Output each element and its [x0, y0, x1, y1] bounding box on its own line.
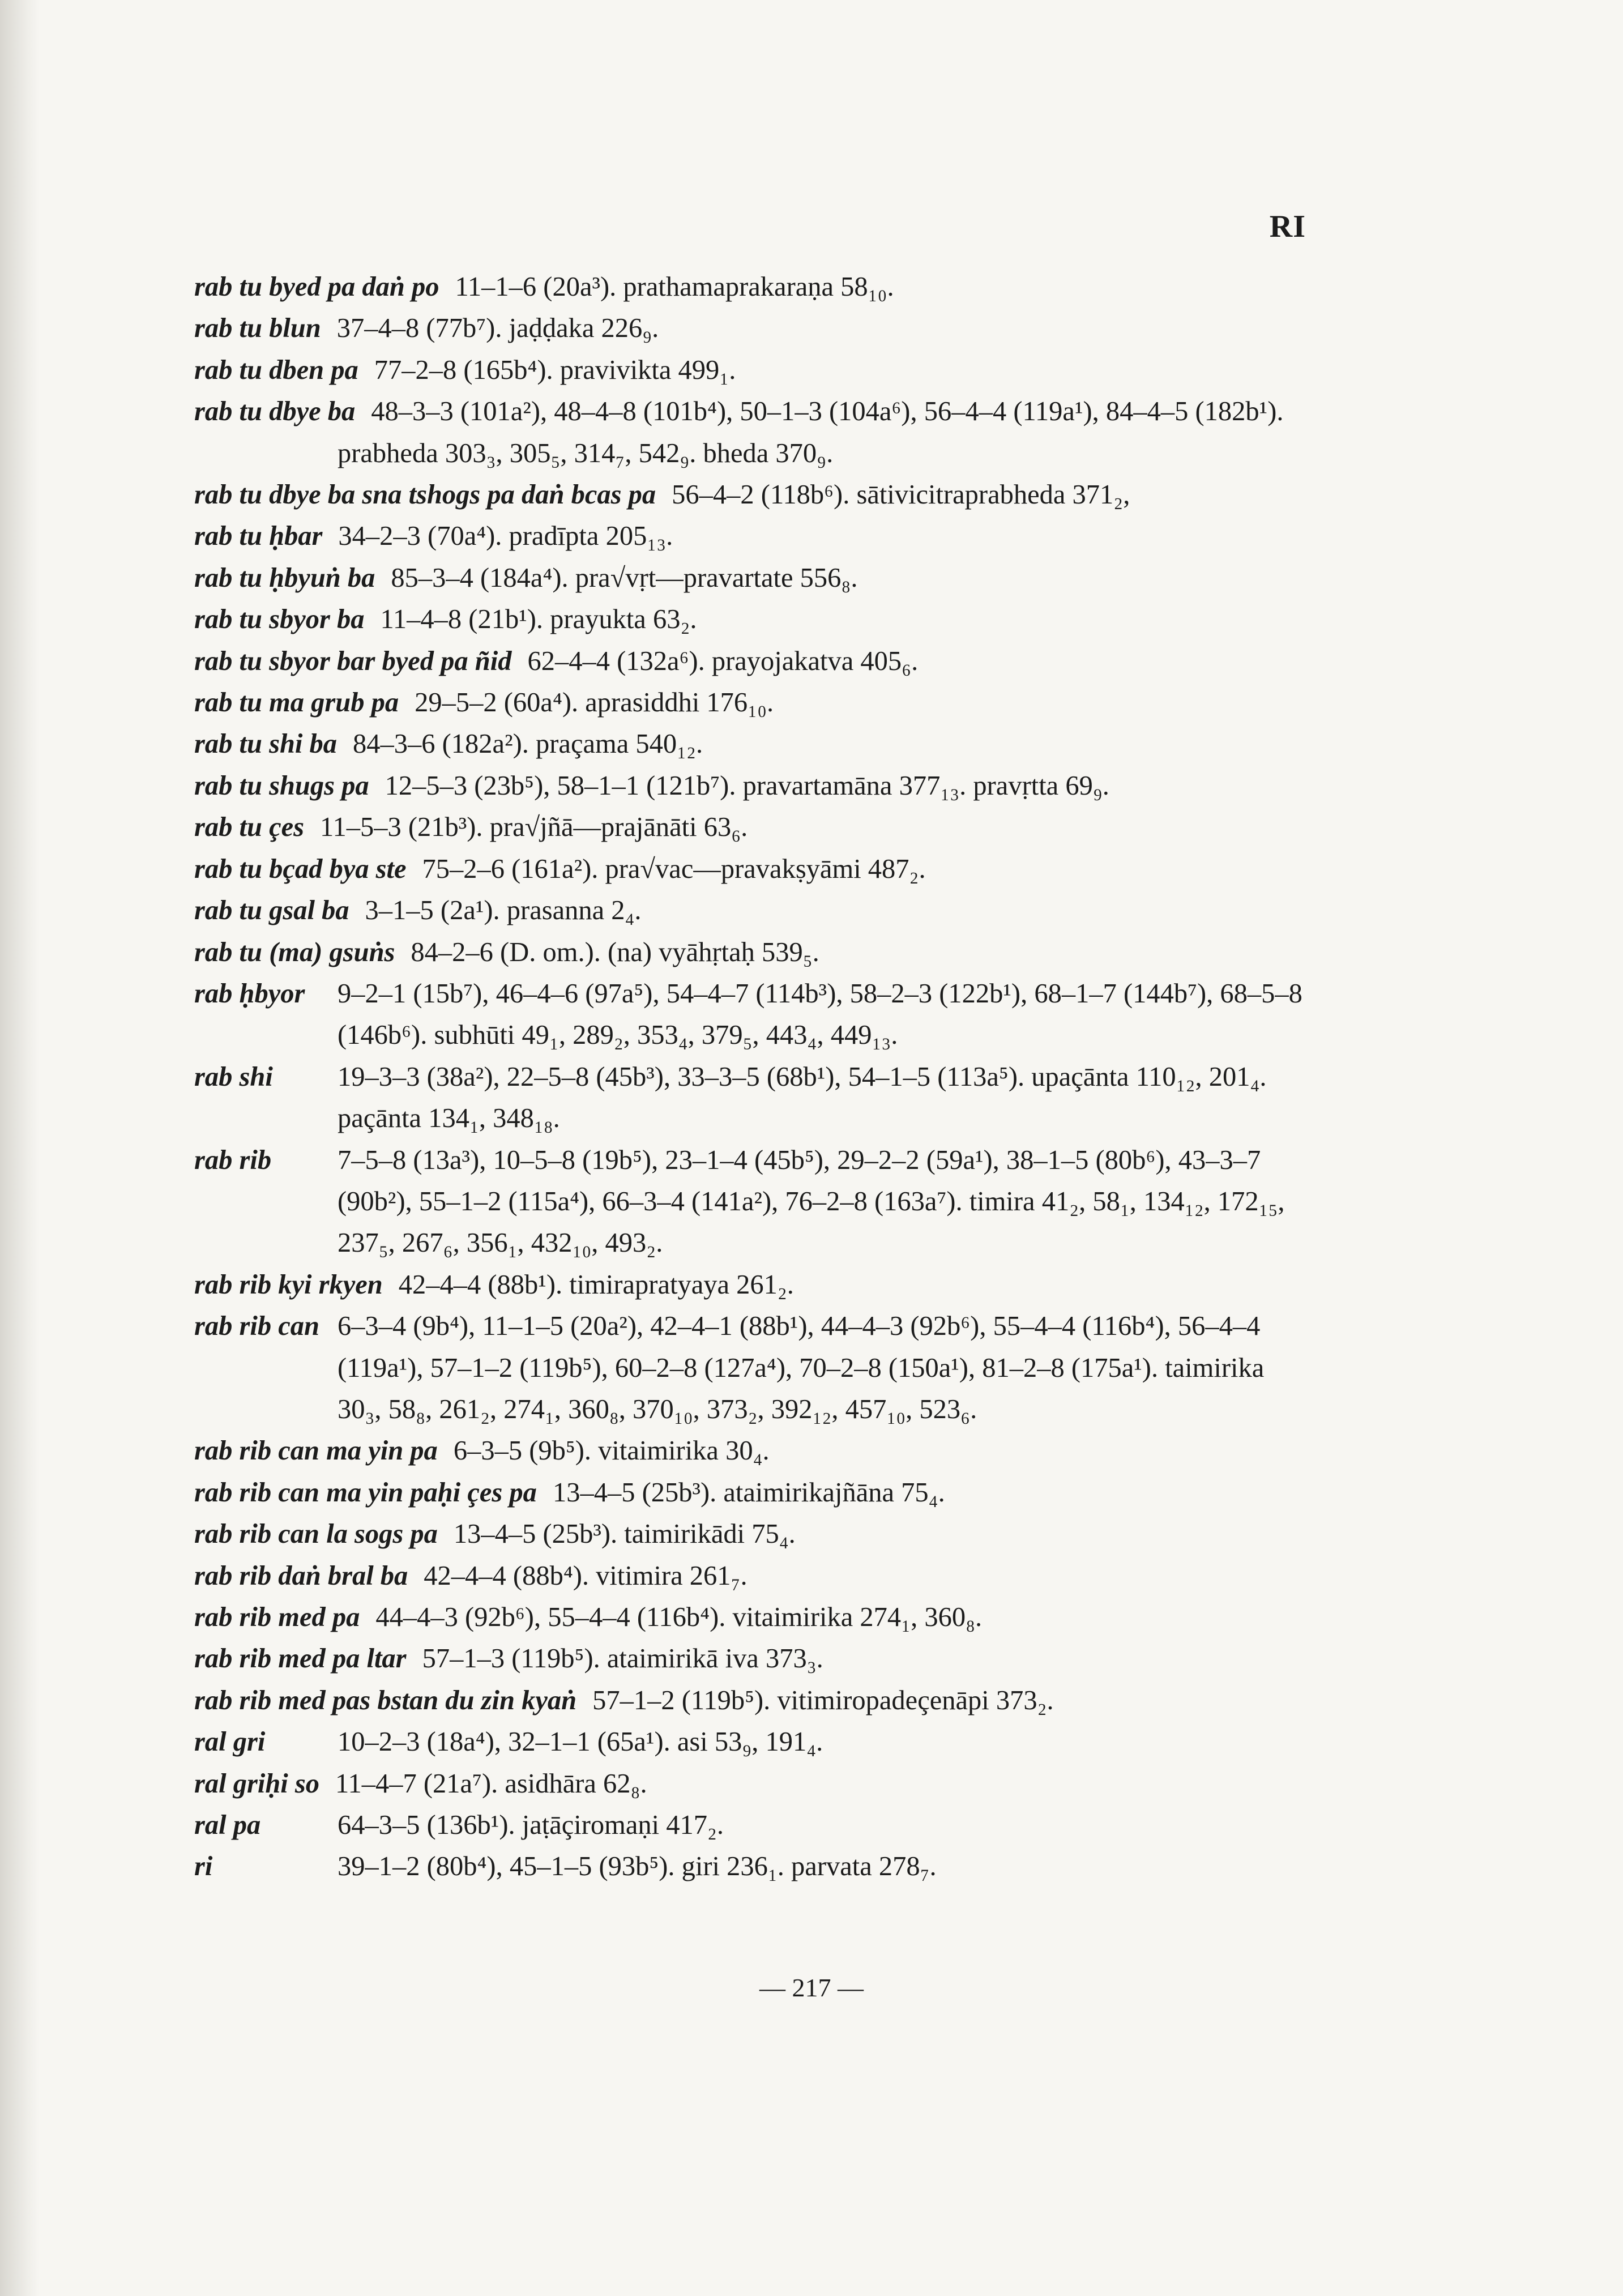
scan-binding-shadow — [0, 0, 40, 2296]
entry-references: 42–4–4 (88b¹). timirapratyaya 261₂. — [398, 1269, 794, 1300]
entry-headword: rab tu dbye ba sna tshogs pa daṅ bcas pa — [194, 480, 656, 510]
entry-headword: rab tu dbye ba — [194, 396, 356, 427]
entry-references: 75–2–6 (161a²). pra√vac—pravakṣyāmi 487₂. — [422, 853, 926, 884]
entry-references: 9–2–1 (15b⁷), 46–4–6 (97a⁵), 54–4–7 (114b³), 58–2–3 (122b¹), 68–1–7 (144b⁷), 68–5–8 (146b⁶). subhūti 49₁, 289₂, 353₄, 379₅, 443₄, 449₁₃. — [338, 978, 1302, 1051]
entry-headword: rab tu dben pa — [194, 355, 358, 385]
entry-headword: rab tu ḥbar — [194, 521, 323, 552]
entry-references: 7–5–8 (13a³), 10–5–8 (19b⁵), 23–1–4 (45b⁵), 29–2–2 (59a¹), 38–1–5 (80b⁶), 43–3–7 (90b²), 55–1–2 (115a⁴), 66–3–4 (141a²), 76–2–8 (163a⁷). timira 41₂, 58₁, 134₁₂, 172₁₅, 237₅, 267₆, 356₁, 432₁₀, 493₂. — [338, 1145, 1285, 1258]
entry-headword: rab rib med pa ltar — [194, 1644, 407, 1674]
entry-references: 3–1–5 (2a¹). prasanna 2₄. — [365, 895, 642, 926]
dictionary-entry — [194, 1305, 1306, 1430]
dictionary-entry — [194, 682, 1306, 723]
entry-references: 11–4–8 (21b¹). prayukta 63₂. — [380, 604, 697, 635]
dictionary-entry — [194, 1555, 1306, 1597]
entry-headword: rab tu (ma) gsuṅs — [194, 937, 395, 967]
entry-headword: rab tu çes — [194, 812, 304, 843]
dictionary-entry — [194, 349, 1306, 391]
entry-references: 57–1–3 (119b⁵). ataimirikā iva 373₃. — [422, 1644, 823, 1674]
entry-references: 29–5–2 (60a⁴). aprasiddhi 176₁₀. — [415, 688, 774, 718]
entry-references: 56–4–2 (118b⁶). sātivicitraprabheda 371₂, — [672, 480, 1130, 510]
entry-headword: rab tu sbyor ba — [194, 604, 365, 635]
entry-references: 13–4–5 (25b³). taimirikādi 75₄. — [453, 1519, 796, 1550]
entry-references: 84–3–6 (182a²). praçama 540₁₂. — [353, 729, 703, 759]
entry-references: 57–1–2 (119b⁵). vitimiropadeçenāpi 373₂. — [592, 1685, 1054, 1715]
dictionary-entry — [194, 641, 1306, 682]
entry-headword: rab tu bçad bya ste — [194, 853, 407, 884]
entry-references: 6–3–5 (9b⁵). vitaimirika 30₄. — [453, 1436, 770, 1466]
entry-references: 19–3–3 (38a²), 22–5–8 (45b³), 33–3–5 (68b¹), 54–1–5 (113a⁵). upaçānta 110₁₂, 201₄. paçānta 134₁, 348₁₈. — [338, 1061, 1267, 1134]
entry-headword: rab rib daṅ bral ba — [194, 1560, 408, 1591]
entry-references: 39–1–2 (80b⁴), 45–1–5 (93b⁵). giri 236₁. parvata 278₇. — [338, 1851, 937, 1882]
entry-headword: rab tu shugs pa — [194, 770, 369, 801]
entry-headword: ral pa — [194, 1810, 261, 1841]
entry-headword: rab rib — [194, 1145, 272, 1175]
dictionary-entry — [194, 848, 1306, 890]
entry-references: 64–3–5 (136b¹). jaṭāçiromaṇi 417₂. — [338, 1810, 724, 1841]
entry-references: 77–2–8 (165b⁴). pravivikta 499₁. — [374, 355, 736, 385]
dictionary-entry — [194, 1680, 1306, 1721]
entry-headword: rab tu shi ba — [194, 729, 338, 759]
entry-headword: rab tu byed pa daṅ po — [194, 272, 439, 302]
entry-headword: rab rib can ma yin pa — [194, 1436, 438, 1466]
entry-references: 12–5–3 (23b⁵), 58–1–1 (121b⁷). pravartamāna 377₁₃. pravṛtta 69₉. — [385, 770, 1109, 801]
dictionary-entry — [194, 1597, 1306, 1638]
entry-references: 10–2–3 (18a⁴), 32–1–1 (65a¹). asi 53₉, 191₄. — [338, 1727, 823, 1757]
entry-headword: rab tu sbyor bar byed pa ñid — [194, 646, 512, 676]
dictionary-entry — [194, 599, 1306, 640]
entry-headword: rab rib can — [194, 1311, 319, 1342]
dictionary-entry — [194, 1804, 1306, 1846]
dictionary-entry — [194, 515, 1306, 557]
entry-headword: rab rib med pa — [194, 1602, 360, 1632]
entry-headword: rab rib kyi rkyen — [194, 1269, 383, 1300]
dictionary-entry — [194, 723, 1306, 765]
dictionary-entry — [194, 391, 1306, 474]
entry-references: 37–4–8 (77b⁷). jaḍḍaka 226₉. — [336, 313, 659, 344]
dictionary-entry — [194, 266, 1306, 308]
entry-headword: rab tu blun — [194, 313, 321, 344]
entry-references: 44–4–3 (92b⁶), 55–4–4 (116b⁴). vitaimirika 274₁, 360₈. — [375, 1602, 983, 1632]
entry-references: 6–3–4 (9b⁴), 11–1–5 (20a²), 42–4–1 (88b¹), 44–4–3 (92b⁶), 55–4–4 (116b⁴), 56–4–4 (119a¹), 57–1–2 (119b⁵), 60–2–8 (127a⁴), 70–2–8 (150a¹), 81–2–8 (175a¹). taimirika 30₃, 58₈, 261₂, 274₁, 360₈, 370₁₀, 373₂, 392₁₂, 457₁₀, 523₆. — [338, 1311, 1265, 1424]
entry-headword: rab tu ḥbyuṅ ba — [194, 562, 375, 593]
entry-headword: rab tu gsal ba — [194, 895, 349, 926]
dictionary-entry — [194, 1140, 1306, 1264]
entry-headword: ri — [194, 1851, 213, 1882]
entry-headword: rab rib med pas bstan du zin kyaṅ — [194, 1685, 577, 1715]
dictionary-entry — [194, 1472, 1306, 1513]
page-number: — 217 — — [759, 1973, 864, 2002]
dictionary-entry — [194, 1763, 1306, 1804]
entry-headword: ral gri — [194, 1727, 266, 1757]
entry-references: 85–3–4 (184a⁴). pra√vṛt—pravartate 556₈. — [391, 562, 858, 593]
entry-references: 11–1–6 (20a³). prathamaprakaraṇa 58₁₀. — [455, 272, 894, 302]
entry-headword: rab rib can la sogs pa — [194, 1519, 438, 1550]
dictionary-entry — [194, 474, 1306, 515]
dictionary-entry — [194, 1430, 1306, 1471]
dictionary-entry — [194, 765, 1306, 806]
running-head: RI — [1269, 209, 1306, 244]
dictionary-entry — [194, 932, 1306, 973]
dictionary-entry — [194, 890, 1306, 931]
dictionary-entry — [194, 1846, 1306, 1887]
entry-references: 48–3–3 (101a²), 48–4–8 (101b⁴), 50–1–3 (104a⁶), 56–4–4 (119a¹), 84–4–5 (182b¹). prabheda 303₃, 305₅, 314₇, 542₉. bheda 370₉. — [338, 396, 1284, 468]
dictionary-entry — [194, 806, 1306, 848]
entry-references: 84–2–6 (D. om.). (na) vyāhṛtaḥ 539₅. — [411, 937, 819, 967]
dictionary-entry — [194, 557, 1306, 599]
entry-references: 62–4–4 (132a⁶). prayojakatva 405₆. — [527, 646, 919, 676]
dictionary-entry — [194, 1056, 1306, 1140]
dictionary-entry — [194, 1264, 1306, 1305]
dictionary-entry — [194, 1513, 1306, 1555]
entry-headword: ral griḥi so — [194, 1768, 320, 1799]
dictionary-entry — [194, 1721, 1306, 1762]
dictionary-entry — [194, 1638, 1306, 1679]
entry-references: 13–4–5 (25b³). ataimirikajñāna 75₄. — [552, 1477, 945, 1508]
entry-list — [194, 266, 1306, 1888]
entry-headword: rab ḥbyor — [194, 978, 305, 1009]
dictionary-entry — [194, 308, 1306, 349]
entry-references: 34–2–3 (70a⁴). pradīpta 205₁₃. — [338, 521, 673, 552]
entry-headword: rab shi — [194, 1061, 273, 1092]
entry-references: 42–4–4 (88b⁴). vitimira 261₇. — [424, 1560, 748, 1591]
entry-headword: rab rib can ma yin paḥi çes pa — [194, 1477, 537, 1508]
entry-headword: rab tu ma grub pa — [194, 688, 399, 718]
dictionary-entry — [194, 973, 1306, 1056]
entry-references: 11–4–7 (21a⁷). asidhāra 62₈. — [335, 1768, 647, 1799]
entry-references: 11–5–3 (21b³). pra√jñā—prajānāti 63₆. — [320, 812, 748, 843]
